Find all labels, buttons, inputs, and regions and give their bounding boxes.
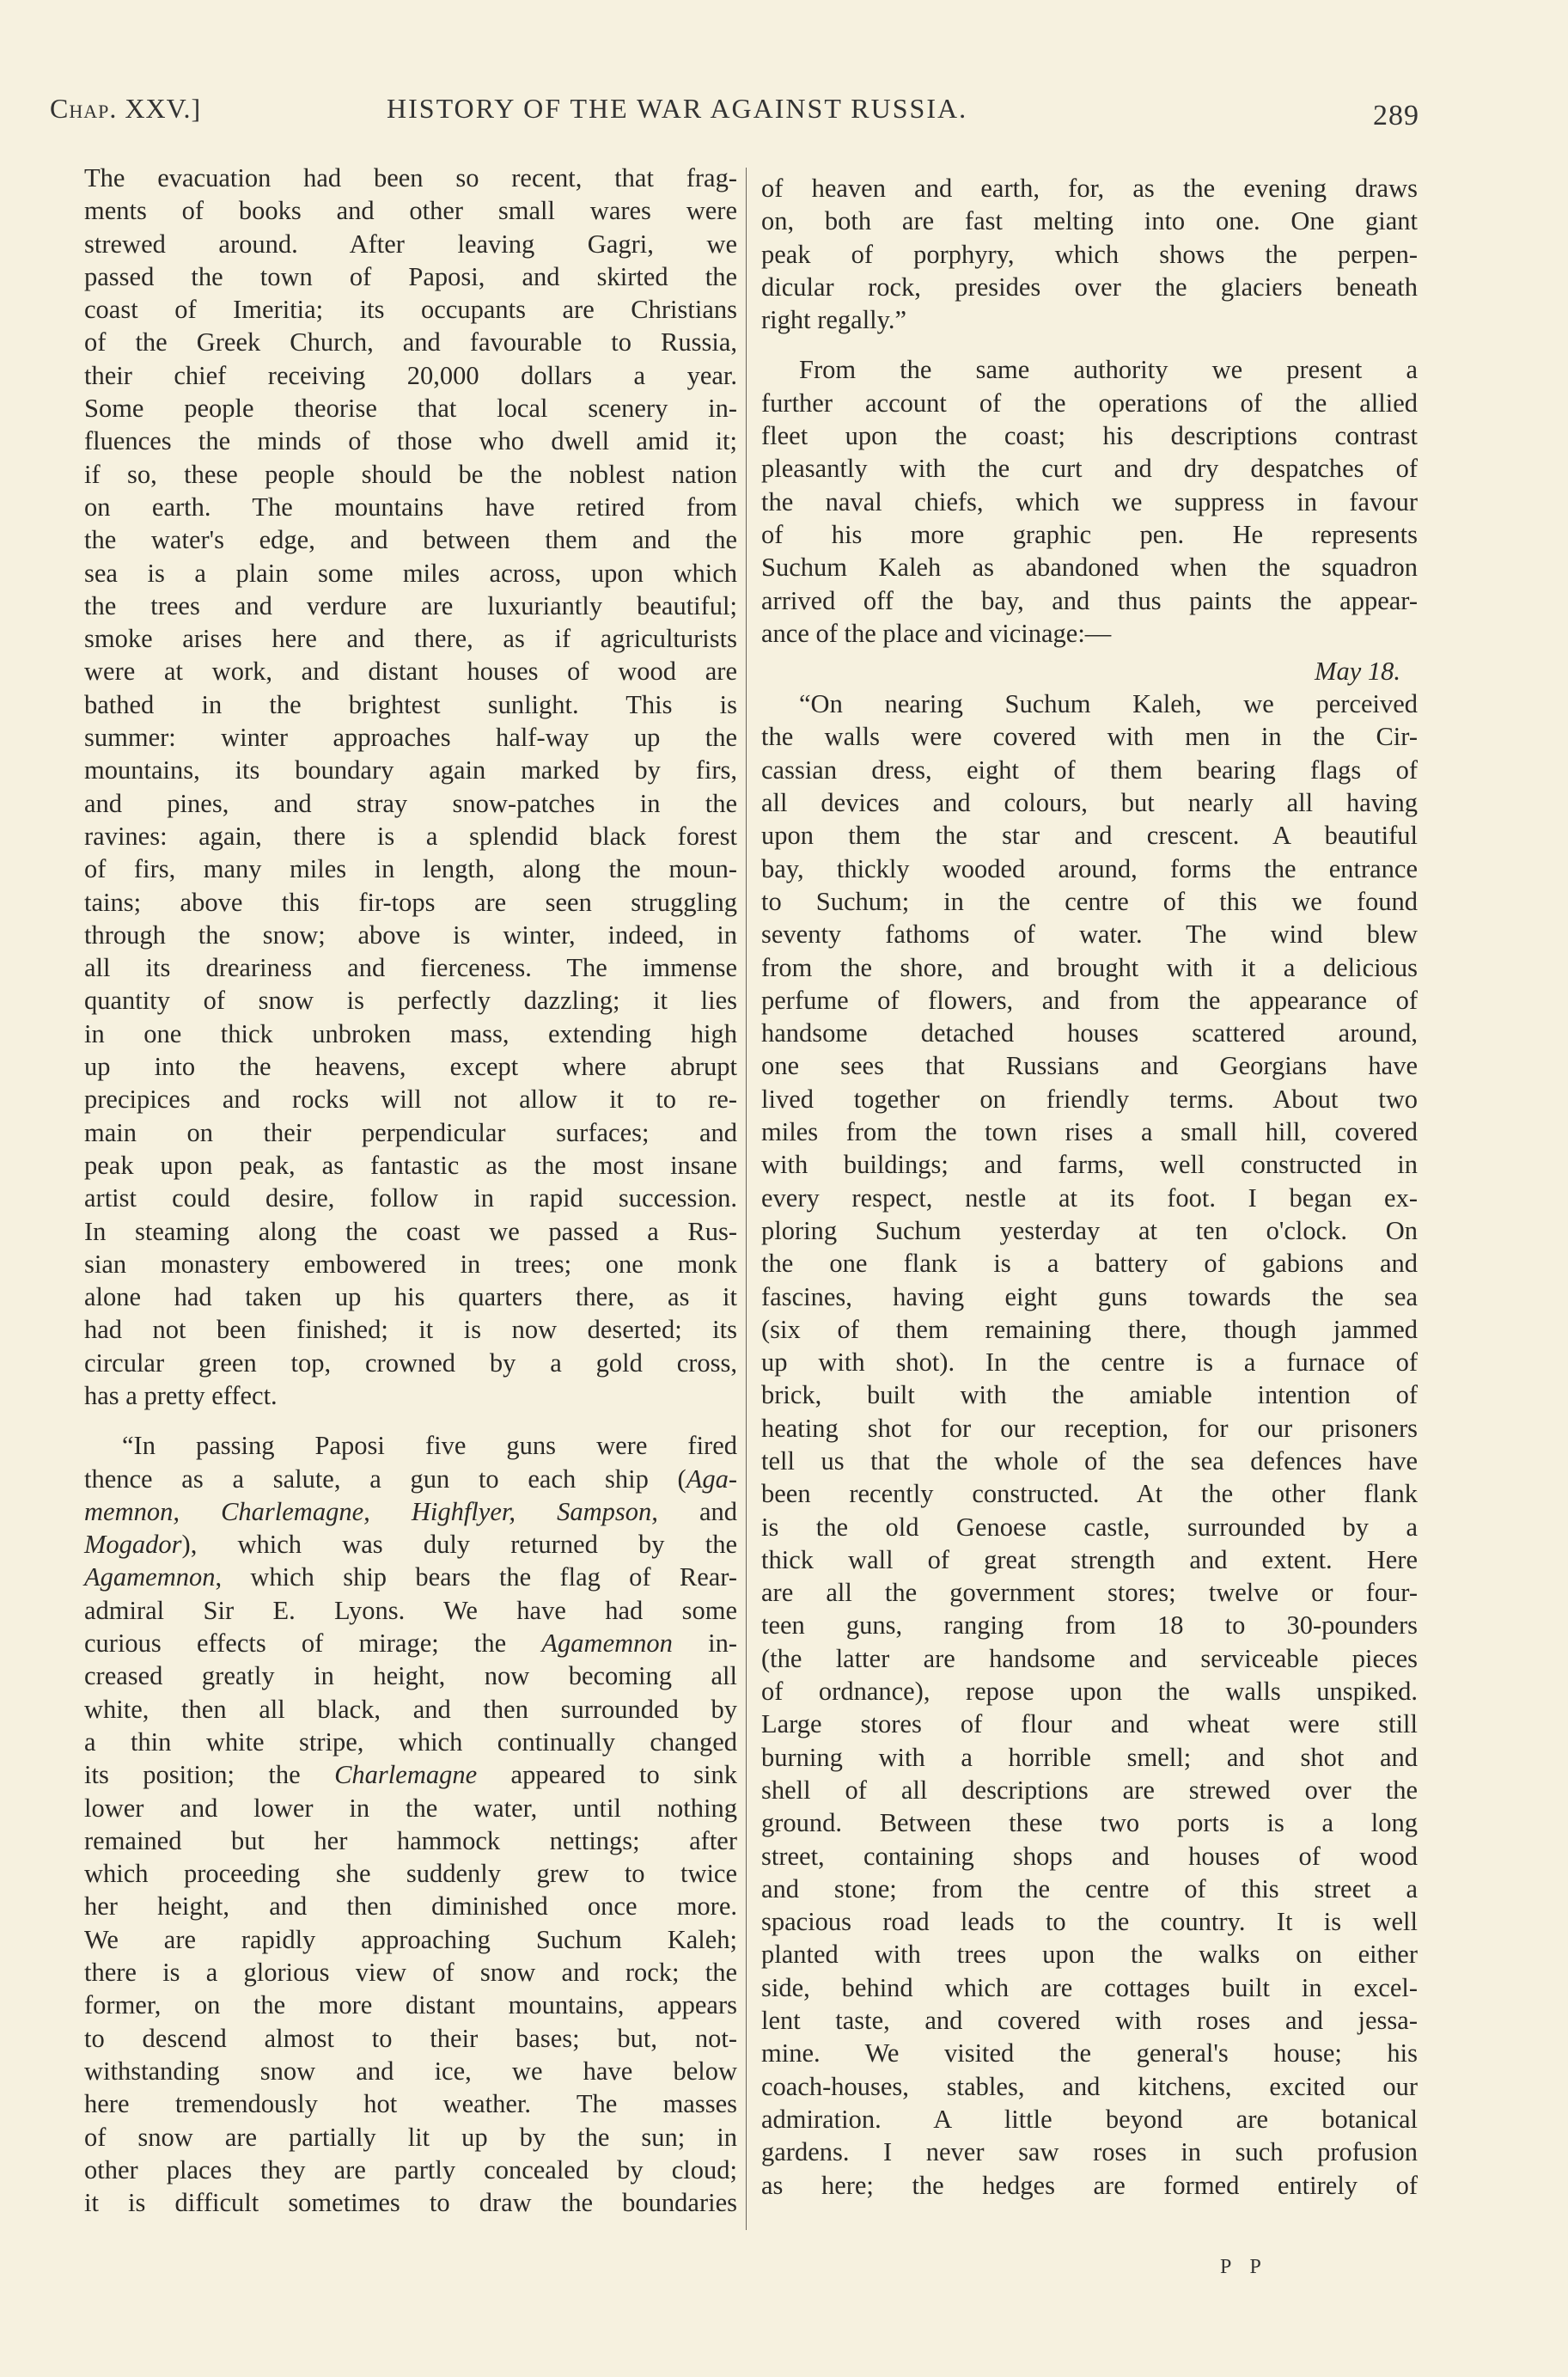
text-line: thick wall of great strength and extent. Here	[761, 1544, 1418, 1574]
text-line: as here; the hedges are formed entirely of	[761, 2170, 1418, 2200]
paragraph	[761, 687, 1418, 2202]
text-line: cassian dress, eight of them bearing flags of	[761, 755, 1418, 785]
text-line: their chief receiving 20,000 dollars a year.	[84, 360, 737, 390]
text-line: has a pretty effect.	[84, 1380, 278, 1410]
text-line: heating shot for our reception, for our prisoners	[761, 1413, 1418, 1443]
text-line: former, on the more distant mountains, appears	[84, 1990, 737, 2020]
text-line: sian monastery embowered in trees; one monk	[84, 1249, 737, 1279]
text-line: “In passing Paposi five guns were fired	[122, 1431, 737, 1461]
text-line: of the Greek Church, and favourable to Russia,	[84, 327, 737, 357]
text-line: with buildings; and farms, well constructed in	[761, 1150, 1418, 1180]
text-line: the one flank is a battery of gabions and	[761, 1249, 1418, 1279]
text-line: tains; above this fir-tops are seen struggling	[84, 887, 737, 917]
text-line: there is a glorious view of snow and rock; the	[84, 1958, 737, 1988]
text-line: arrived off the bay, and thus paints the appear-	[761, 585, 1418, 615]
text-line	[84, 1561, 737, 1593]
text-line: gardens. I never saw roses in such profusion	[761, 2137, 1418, 2167]
text-line: “On nearing Suchum Kaleh, we perceived	[799, 689, 1418, 719]
text-line: the water's edge, and between them and the	[84, 525, 737, 555]
page-number: 289	[1373, 100, 1419, 131]
text-line: mine. We visited the general's house; his	[761, 2038, 1418, 2068]
text-line	[84, 1758, 737, 1791]
text-line	[84, 1627, 737, 1659]
running-head-title: HISTORY OF THE WAR AGAINST RUSSIA.	[387, 93, 968, 124]
text-line: it is difficult sometimes to draw the boundaries	[84, 2188, 737, 2218]
text-line: bathed in the brightest sunlight. This is	[84, 689, 737, 719]
text-line: peak of porphyry, which shows the perpen-	[761, 239, 1418, 269]
text-line: artist could desire, follow in rapid succession.	[84, 1183, 737, 1213]
text-span: its position; the	[84, 1760, 335, 1790]
text-line: brick, built with the amiable intention of	[761, 1380, 1418, 1410]
running-head-chapter: Chap. XXV.]	[50, 93, 202, 124]
text-line: the walls were covered with men in the Cir-	[761, 722, 1418, 752]
text-line: fascines, having eight guns towards the sea	[761, 1281, 1418, 1311]
text-line: of snow are partially lit up by the sun; in	[84, 2122, 737, 2152]
text-line: peak upon peak, as fantastic as the most insane	[84, 1150, 737, 1180]
text-span: and	[657, 1496, 737, 1526]
text-line: other places they are partly concealed by cloud;	[84, 2154, 737, 2185]
text-line: fleet upon the coast; his descriptions contrast	[761, 421, 1418, 451]
text-line: smoke arises here and there, as if agriculturists	[84, 624, 737, 654]
text-line: lower and lower in the water, until nothing	[84, 1793, 737, 1823]
text-line: From the same authority we present a	[799, 355, 1418, 385]
text-line: ance of the place and vicinage:—	[761, 618, 1112, 648]
paragraph	[761, 353, 1418, 650]
text-line: Some people theorise that local scenery in-	[84, 394, 737, 424]
text-line: the naval chiefs, which we suppress in favour	[761, 486, 1418, 516]
text-line: from the shore, and brought with it a delicious	[761, 952, 1418, 982]
text-line: (the latter are handsome and serviceable pieces	[761, 1643, 1418, 1673]
text-line: is the old Genoese castle, surrounded by a	[761, 1512, 1418, 1542]
text-line: on earth. The mountains have retired from	[84, 492, 737, 522]
text-line: fluences the minds of those who dwell amid it;	[84, 426, 737, 456]
text-line: alone had taken up his quarters there, as it	[84, 1282, 737, 1312]
text-line	[84, 1463, 737, 1495]
text-line: to Suchum; in the centre of this we found	[761, 886, 1418, 916]
text-line: the trees and verdure are luxuriantly beautiful;	[84, 590, 737, 620]
text-line: handsome detached houses scattered around,	[761, 1018, 1418, 1048]
text-line: We are rapidly approaching Suchum Kaleh;	[84, 1924, 737, 1954]
text-line: all devices and colours, but nearly all having	[761, 788, 1418, 818]
text-line	[84, 1528, 737, 1561]
text-line: right regally.”	[761, 305, 907, 335]
column-divider	[746, 168, 747, 2230]
text-line: up into the heavens, except where abrupt	[84, 1052, 737, 1082]
text-line: here tremendously hot weather. The masses	[84, 2089, 737, 2119]
signature-mark: P P	[1220, 2256, 1268, 2278]
text-line: further account of the operations of the allied	[761, 388, 1418, 418]
italic-text: Agamemnon	[84, 1562, 216, 1592]
italic-text: memnon, Charlemagne, Highflyer, Sampson,	[84, 1496, 658, 1526]
paragraph	[84, 162, 737, 1412]
text-line: mountains, its boundary again marked by firs,	[84, 755, 737, 785]
text-line: sea is a plain some miles across, upon which	[84, 558, 737, 588]
text-line: dicular rock, presides over the glaciers beneath	[761, 272, 1418, 302]
text-line: which proceeding she suddenly grew to twice	[84, 1859, 737, 1889]
text-line: ground. Between these two ports is a long	[761, 1808, 1418, 1838]
text-line: ments of books and other small wares were	[84, 196, 737, 226]
text-line: pleasantly with the curt and dry despatches of	[761, 454, 1418, 484]
text-line: precipices and rocks will not allow it to re-	[84, 1085, 737, 1115]
text-line: were at work, and distant houses of wood are	[84, 657, 737, 687]
text-line: The evacuation had been so recent, that frag-	[84, 163, 737, 192]
text-line: lent taste, and covered with roses and jessa-	[761, 2006, 1418, 2036]
text-span: curious effects of mirage; the	[84, 1628, 542, 1659]
text-line: admiral Sir E. Lyons. We have had some	[84, 1595, 737, 1625]
text-line: had not been finished; it is now deserted; its	[84, 1315, 737, 1345]
text-line: creased greatly in height, now becoming all	[84, 1661, 737, 1691]
text-line: perfume of flowers, and from the appearance of	[761, 985, 1418, 1015]
text-line: and pines, and stray snow-patches in the	[84, 788, 737, 818]
text-line: on, both are fast melting into one. One giant	[761, 206, 1418, 236]
text-line: In steaming along the coast we passed a Rus-	[84, 1216, 737, 1246]
paragraph	[761, 172, 1418, 336]
text-line: if so, these people should be the noblest nation	[84, 459, 737, 489]
text-line: one sees that Russians and Georgians have	[761, 1051, 1418, 1081]
text-line: her height, and then diminished once more.	[84, 1891, 737, 1922]
text-line: tell us that the whole of the sea defences have	[761, 1445, 1418, 1476]
text-line: quantity of snow is perfectly dazzling; it lies	[84, 986, 737, 1016]
text-line: and stone; from the centre of this street a	[761, 1873, 1418, 1903]
italic-text: Mogador	[84, 1530, 182, 1560]
text-line: of ordnance), repose upon the walls unspiked.	[761, 1677, 1418, 1707]
text-line: seventy fathoms of water. The wind blew	[761, 920, 1418, 950]
text-line	[84, 1495, 737, 1528]
text-line: coach-houses, stables, and kitchens, excited our	[761, 2071, 1418, 2101]
text-line: burning with a horrible smell; and shot and	[761, 1742, 1418, 1772]
italic-text: Agamemnon	[541, 1628, 673, 1659]
italic-text: Charlemagne	[334, 1760, 478, 1790]
text-line: main on their perpendicular surfaces; and	[84, 1117, 737, 1147]
text-line: of his more graphic pen. He represents	[761, 519, 1418, 549]
text-line: upon them the star and crescent. A beautiful	[761, 821, 1418, 851]
text-line: side, behind which are cottages built in excel-	[761, 1972, 1418, 2002]
text-line: Large stores of flour and wheat were still	[761, 1709, 1418, 1739]
text-line: planted with trees upon the walks on either	[761, 1940, 1418, 1970]
text-line: spacious road leads to the country. It is well	[761, 1907, 1418, 1937]
text-line: summer: winter approaches half-way up the	[84, 723, 737, 753]
text-line: every respect, nestle at its foot. I began ex-	[761, 1182, 1418, 1213]
text-line: bay, thickly wooded around, forms the entrance	[761, 853, 1418, 883]
text-span: thence as a salute, a gun to each ship (	[84, 1463, 686, 1494]
text-line: to descend almost to their bases; but, not-	[84, 2023, 737, 2053]
text-line: been recently constructed. At the other flank	[761, 1479, 1418, 1509]
text-span: appeared to sink	[477, 1760, 738, 1790]
text-line: in one thick unbroken mass, extending high	[84, 1018, 737, 1048]
text-line: street, containing shops and houses of wood	[761, 1841, 1418, 1871]
text-span: in-	[672, 1628, 738, 1659]
text-line: ploring Suchum yesterday at ten o'clock. On	[761, 1215, 1418, 1245]
text-line: all its dreariness and fierceness. The immense	[84, 953, 737, 983]
text-line: circular green top, crowned by a gold cross,	[84, 1347, 737, 1378]
right-column	[761, 172, 1418, 2202]
text-line: through the snow; above is winter, indeed, in	[84, 920, 737, 950]
text-line: of firs, many miles in length, along the moun-	[84, 854, 737, 884]
paragraph	[84, 1429, 737, 2219]
text-span: , which ship bears the flag of Rear-	[215, 1562, 737, 1592]
text-line: teen guns, ranging from 18 to 30-pounders	[761, 1610, 1418, 1641]
text-line: coast of Imeritia; its occupants are Christians	[84, 295, 737, 325]
text-line: strewed around. After leaving Gagri, we	[84, 229, 737, 259]
text-line: lived together on friendly terms. About two	[761, 1084, 1418, 1114]
dateline: May 18.	[1315, 657, 1400, 687]
text-line: withstanding snow and ice, we have below	[84, 2056, 737, 2086]
text-span: ), which was duly returned by the	[181, 1530, 737, 1560]
text-line: passed the town of Paposi, and skirted the	[84, 261, 737, 291]
left-column	[84, 162, 737, 2219]
text-line: miles from the town rises a small hill, covered	[761, 1117, 1418, 1147]
text-line: white, then all black, and then surrounded by	[84, 1694, 737, 1724]
text-line: are all the government stores; twelve or four-	[761, 1578, 1418, 1608]
text-line: a thin white stripe, which continually changed	[84, 1726, 737, 1757]
text-line: of heaven and earth, for, as the evening draws	[761, 174, 1418, 203]
text-line: admiration. A little beyond are botanical	[761, 2104, 1418, 2134]
text-line: remained but her hammock nettings; after	[84, 1825, 737, 1855]
text-line: ravines: again, there is a splendid black forest	[84, 821, 737, 851]
text-line: shell of all descriptions are strewed over the	[761, 1775, 1418, 1805]
text-line: Suchum Kaleh as abandoned when the squadron	[761, 553, 1418, 583]
italic-text: Aga-	[686, 1463, 737, 1494]
text-line: (six of them remaining there, though jammed	[761, 1314, 1418, 1344]
text-line: up with shot). In the centre is a furnace of	[761, 1347, 1418, 1378]
